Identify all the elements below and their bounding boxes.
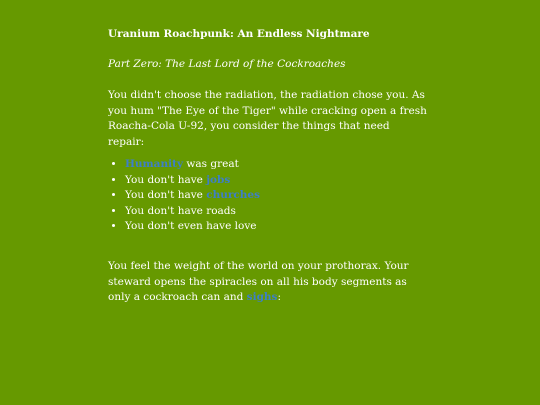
repair-list	[108, 157, 260, 235]
outro-text: You feel the weight of the world on your prothorax. Your steward opens the spiracles on all his body segments as only a cockroach can and	[108, 260, 409, 303]
intro-paragraph: You didn't choose the radiation, the radiation chose you. As you hum "The Eye of the Tiger" while cracking open a fresh Roacha-Cola U-92, you consider the things that need repair:	[108, 89, 427, 148]
list-item	[125, 188, 260, 204]
story-title: Uranium Roachpunk: An Endless Nightmare	[108, 28, 370, 40]
outro-paragraph	[108, 259, 428, 306]
story-subtitle: Part Zero: The Last Lord of the Cockroaches	[108, 58, 346, 70]
list-item-text: You don't have roads	[125, 204, 236, 217]
outro-end: :	[277, 291, 282, 303]
list-item	[125, 173, 260, 189]
list-item-text: You don't have	[125, 189, 207, 201]
list-item-text: You don't even have love	[125, 220, 257, 232]
list-item-text: was great	[183, 158, 239, 170]
list-item	[125, 219, 260, 235]
list-item	[125, 204, 260, 220]
sighs-link[interactable]: sighs	[246, 291, 278, 303]
list-item-text: You don't have	[125, 173, 207, 186]
jobs-link[interactable]: jobs	[206, 173, 231, 186]
churches-link[interactable]: churches	[206, 189, 261, 201]
humanity-link[interactable]: Humanity	[125, 158, 184, 170]
list-item	[125, 157, 260, 173]
